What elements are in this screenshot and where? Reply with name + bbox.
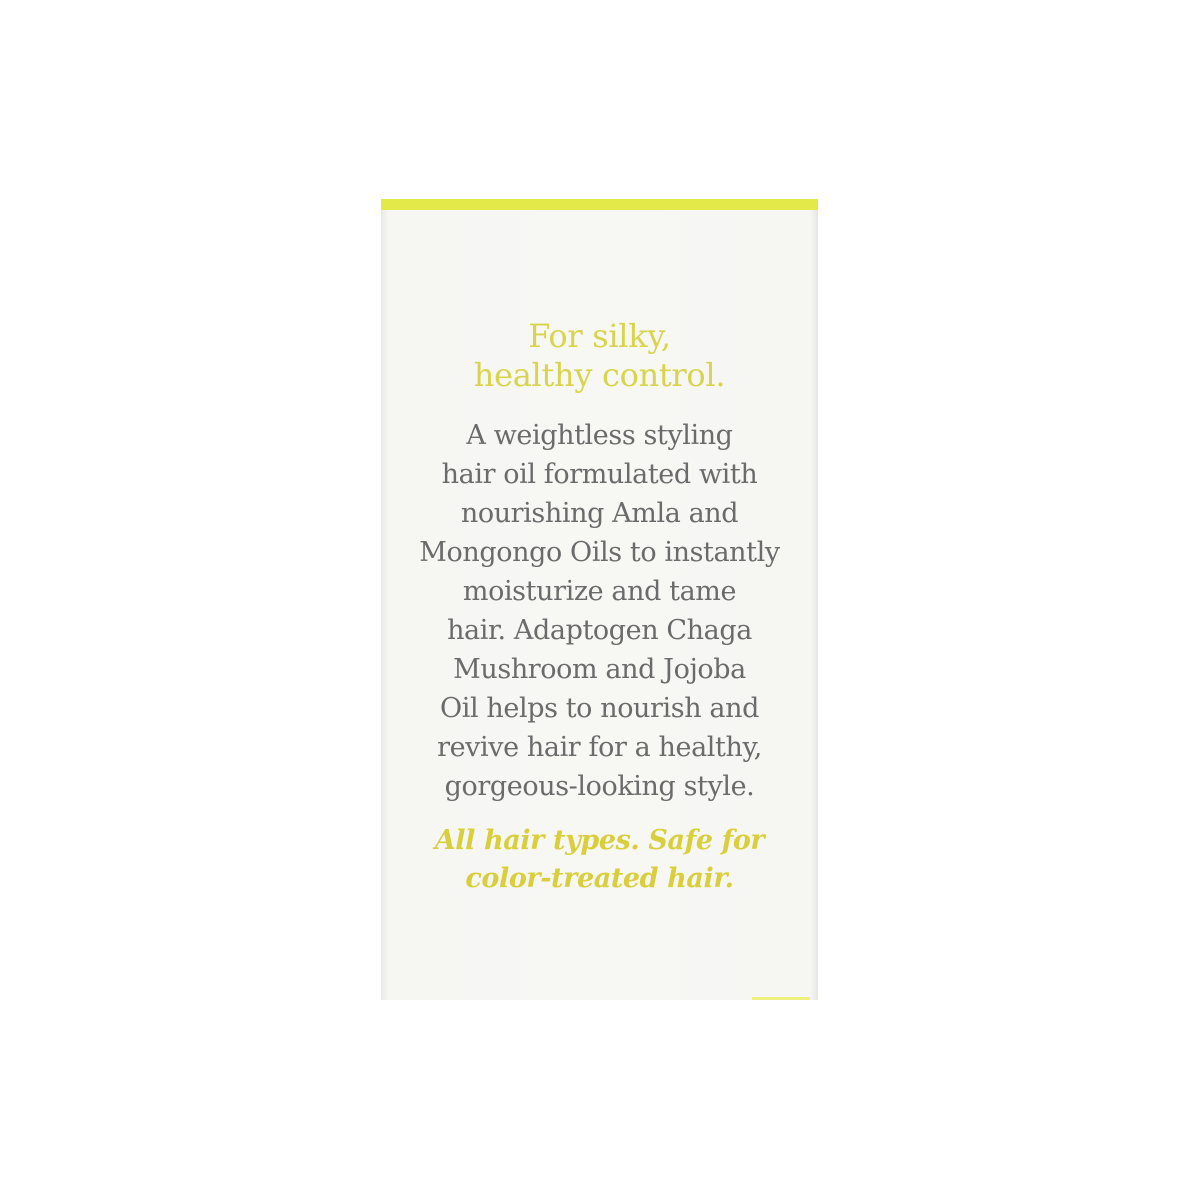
description-line: Mushroom and Jojoba xyxy=(453,654,746,685)
top-color-band xyxy=(381,199,818,210)
headline xyxy=(381,317,818,395)
note-line: color-treated hair. xyxy=(465,863,734,894)
description-line: A weightless styling xyxy=(466,420,733,451)
description-line: gorgeous-looking style. xyxy=(444,771,755,802)
bottom-accent-strip xyxy=(752,997,810,1000)
headline-line: For silky, xyxy=(528,317,671,355)
hair-type-note xyxy=(381,822,818,898)
description-line: moisturize and tame xyxy=(462,576,737,607)
description-line: Oil helps to nourish and xyxy=(440,693,759,724)
description-line: revive hair for a healthy, xyxy=(437,732,762,763)
description-line: hair oil formulated with xyxy=(441,459,758,490)
headline-line: healthy control. xyxy=(473,356,726,394)
package-side-panel xyxy=(381,199,818,1000)
description-line: Mongongo Oils to instantly xyxy=(419,537,780,568)
note-line: All hair types. Safe for xyxy=(434,825,765,856)
product-description xyxy=(381,416,818,806)
description-line: nourishing Amla and xyxy=(460,498,739,529)
description-line: hair. Adaptogen Chaga xyxy=(447,615,752,646)
